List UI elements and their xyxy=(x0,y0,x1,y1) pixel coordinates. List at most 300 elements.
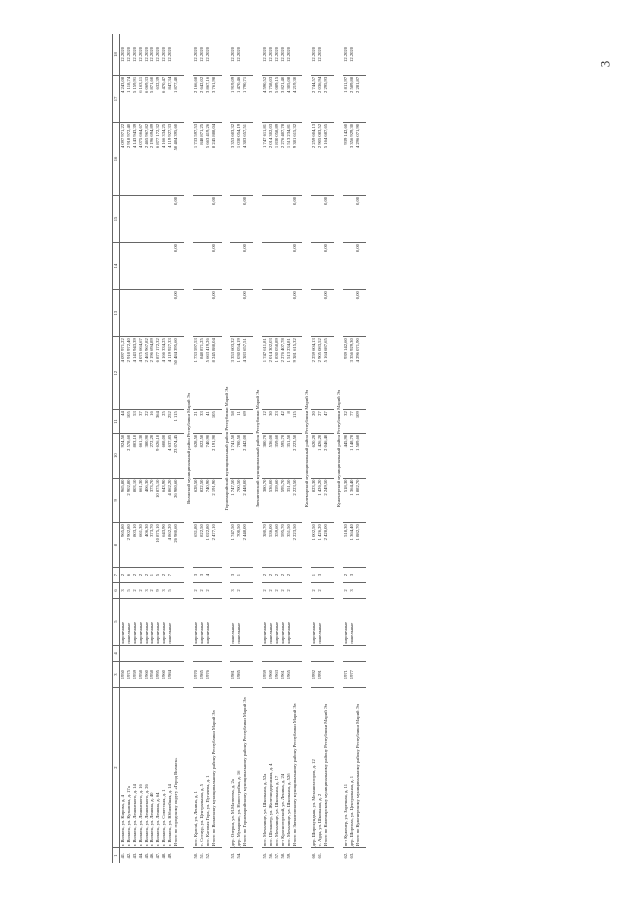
address-cell: пос. Шелангер, ул. Железнодорожная, д. 4 xyxy=(268,688,274,848)
table-cell: 1975 xyxy=(126,662,132,688)
table-cell: 12.2020 xyxy=(311,34,317,75)
table-cell: 2 276 407,78 xyxy=(280,122,286,195)
section-heading-row xyxy=(302,34,311,863)
total-label-cell: Итого по Волжскому муниципальному району Республики Марий Эл xyxy=(211,688,219,848)
column-number-header: 5 xyxy=(113,598,120,645)
table-cell: 12.2020 xyxy=(343,34,349,75)
table-cell: 109 xyxy=(355,410,363,434)
table-cell: 1981 xyxy=(230,662,236,688)
table-cell: 1976 xyxy=(205,662,211,688)
table-cell: 3 xyxy=(349,567,355,582)
table-cell xyxy=(173,583,181,598)
table-cell: 2 xyxy=(268,583,274,598)
column-number-header: 10 xyxy=(113,433,120,478)
table-cell xyxy=(292,848,300,863)
table-cell: 803,10 xyxy=(132,433,138,478)
table-cell: 2 014 302,03 xyxy=(268,122,274,195)
table-cell: 2 166,68 xyxy=(193,75,199,122)
table-cell: 8 xyxy=(286,410,292,434)
section-heading: Горномарийский муниципальный район Республики Марий Эл xyxy=(223,386,229,511)
table-cell: 12.2020 xyxy=(262,34,268,75)
table-cell: 12.2020 xyxy=(132,34,138,75)
table-cell: 2 295,93 xyxy=(323,75,331,122)
table-cell: кирпичные xyxy=(119,598,125,645)
table-cell: 0,00 xyxy=(211,195,219,242)
table-cell: 1 030 054,19 xyxy=(236,337,242,410)
table-cell: кирпичные xyxy=(311,598,317,645)
table-cell: 5 089,15 xyxy=(274,75,280,122)
table-cell xyxy=(323,662,331,688)
table-cell: 0,00 xyxy=(173,243,181,290)
table-cell: 2 014 302,03 xyxy=(268,337,274,410)
table-cell: 2 428,00 xyxy=(323,523,331,568)
table-cell: 1 882,70 xyxy=(355,478,363,523)
table-cell: 42 xyxy=(280,410,286,434)
table-cell: 848 871,25 xyxy=(199,337,205,410)
table-cell: 620,20 xyxy=(311,433,317,478)
table-cell: 700,50 xyxy=(236,523,242,568)
table-cell: 1 882,70 xyxy=(355,523,363,568)
table-cell: 26 980,60 xyxy=(173,478,181,523)
address-cell: дер. Шорсола, ул. Центральная, д. 1 xyxy=(349,688,355,848)
section-heading: Волжский муниципальный район Республики Марий Эл xyxy=(185,393,191,504)
table-cell: 12 xyxy=(262,410,268,434)
table-cell: 50 484 395,60 xyxy=(173,337,181,410)
table-cell: 740,90 xyxy=(205,478,211,523)
table-cell: 2 223,50 xyxy=(292,433,300,478)
table-cell: 380,70 xyxy=(262,478,268,523)
table-cell: 1 747 611,81 xyxy=(262,337,268,410)
column-number-header: 7 xyxy=(113,567,120,582)
address-cell: пос. Краснi, ул. Ленина, д. 1 xyxy=(193,688,199,848)
table-cell: 1 xyxy=(311,567,317,582)
table-cell: 20 xyxy=(311,410,317,434)
table-cell: 939 142,60 xyxy=(343,122,349,195)
table-cell: 12.2020 xyxy=(349,34,355,75)
table-cell: 1 022,80 xyxy=(205,523,211,568)
table-cell: 1 470,46 xyxy=(236,75,242,122)
table-cell: 1 148,70 xyxy=(349,433,355,478)
table-cell: 1 830 058,89 xyxy=(274,337,280,410)
table-cell: 9 381 615,32 xyxy=(292,337,300,410)
table-cell: 4 097 971,22 xyxy=(119,122,125,195)
table-cell xyxy=(292,662,300,688)
table-cell: 0,00 xyxy=(323,195,331,242)
table-cell: 77 xyxy=(349,410,355,434)
table-cell: 2 918 972,40 xyxy=(126,122,132,195)
total-row xyxy=(355,34,363,863)
table-cell: 0,00 xyxy=(211,290,219,337)
table-cell: 12.2020 xyxy=(161,34,167,75)
address-cell: пгт Куженер, ул. Заречная, д. 11 xyxy=(343,688,349,848)
address-cell: пос. Мочалище, ул. Школьная, д. 52а xyxy=(262,688,268,848)
table-cell: 0,00 xyxy=(292,243,300,290)
table-cell xyxy=(242,567,250,582)
table-cell: 848 871,25 xyxy=(199,122,205,195)
table-cell xyxy=(242,662,250,688)
table-cell: 3 xyxy=(199,567,205,582)
table-cell: 4 637,85 xyxy=(167,433,173,478)
table-cell: 2 xyxy=(144,567,150,582)
table-cell: 4 097 971,22 xyxy=(119,337,125,410)
table-cell: 16 xyxy=(149,410,155,434)
table-cell: 2 196 694,89 xyxy=(149,122,155,195)
table-cell: кирпичные xyxy=(155,598,161,645)
table-cell: 2 902,80 xyxy=(126,478,132,523)
table-cell: 631,80 xyxy=(193,523,199,568)
table-cell: 6 069,33 xyxy=(144,75,150,122)
table-cell: 1 830 058,89 xyxy=(274,122,280,195)
table-cell: 1 747,50 xyxy=(230,523,236,568)
table-cell xyxy=(242,34,250,75)
table-cell: 105 xyxy=(211,410,219,434)
table-cell: 22 xyxy=(144,410,150,434)
address-cell: г. Волжск, ул. Ленинского, д. 14 xyxy=(132,688,138,848)
table-cell: 822,50 xyxy=(199,523,205,568)
address-cell: г. Волжск, ул. Кирова, д. 4 xyxy=(119,688,125,848)
table-cell: 823,30 xyxy=(311,478,317,523)
table-cell: 5 xyxy=(155,567,161,582)
table-cell: 643,90 xyxy=(161,478,167,523)
table-cell: 0,00 xyxy=(292,195,300,242)
table-cell xyxy=(355,34,363,75)
table-cell: 3 758,03 xyxy=(268,75,274,122)
table-cell: 1959 xyxy=(132,662,138,688)
table-cell: 0,00 xyxy=(173,195,181,242)
table-cell: кирпичные xyxy=(205,598,211,645)
table-cell: 3 867,16 xyxy=(205,75,211,122)
table-cell xyxy=(323,848,331,863)
table-cell: 2 xyxy=(286,583,292,598)
table-cell: 445,90 xyxy=(343,433,349,478)
column-number-header: 17 xyxy=(113,75,120,122)
table-cell: 1960 xyxy=(161,662,167,688)
table-cell: 1 733 597,53 xyxy=(193,122,199,195)
table-header-row xyxy=(113,34,120,863)
table-cell: 2 249,50 xyxy=(323,478,331,523)
table-cell xyxy=(211,662,219,688)
table-cell: кирпичные xyxy=(280,598,286,645)
table-cell: 2 918 972,40 xyxy=(126,337,132,410)
table-cell xyxy=(292,645,300,661)
table-cell: 0,00 xyxy=(292,290,300,337)
table-cell: 351,50 xyxy=(286,433,292,478)
table-cell: 536,00 xyxy=(268,523,274,568)
table-cell: 965,80 xyxy=(119,478,125,523)
table-cell: 56. xyxy=(267,852,273,859)
table-cell: 1 919,09 xyxy=(230,75,236,122)
table-cell: 847,34 xyxy=(167,75,173,122)
table-cell: 2 xyxy=(311,583,317,598)
table-cell: 0,00 xyxy=(211,243,219,290)
table-cell: 1 115 xyxy=(173,410,181,434)
column-number-header: 9 xyxy=(113,478,120,523)
table-cell: 50. xyxy=(192,852,198,859)
table-cell: 1 426,20 xyxy=(317,478,323,523)
table-cell: 406,30 xyxy=(144,523,150,568)
table-cell: 59. xyxy=(285,852,291,859)
table-cell: 2 477,10 xyxy=(211,523,219,568)
address-cell: г. Волжск, ул. Ленина, д. 64 xyxy=(155,688,161,848)
table-cell: 4 862,20 xyxy=(167,478,173,523)
table-cell: 5 164 687,65 xyxy=(323,337,331,410)
total-label-cell: Итого по Килемарскому муниципальному району Республики Марий Эл xyxy=(323,688,331,848)
table-cell: 2 276 407,78 xyxy=(280,337,286,410)
table-cell: 2 xyxy=(199,583,205,598)
table-cell: 105 xyxy=(126,410,132,434)
table-cell: 2 xyxy=(132,567,138,582)
table-cell: 21 xyxy=(193,410,199,434)
table-cell: 965,80 xyxy=(119,523,125,568)
table-cell: 3 xyxy=(193,567,199,582)
table-cell: 55. xyxy=(262,852,268,859)
table-cell xyxy=(242,598,250,645)
table-cell: 4 143 943,39 xyxy=(132,337,138,410)
table-cell: 1 877,40 xyxy=(173,75,181,122)
table-cell: 12.2020 xyxy=(280,34,286,75)
section-heading-row xyxy=(334,34,343,863)
table-cell: 41 xyxy=(205,410,211,434)
table-cell: кирпичные xyxy=(149,598,155,645)
table-cell: 2 xyxy=(280,583,286,598)
address-cell: г. Волжск, ул. Ленинского, д. 26 xyxy=(144,688,150,848)
table-cell xyxy=(173,645,181,661)
table-cell: 3 xyxy=(349,583,355,598)
table-cell xyxy=(355,848,363,863)
table-cell: 48. xyxy=(161,852,167,859)
table-cell xyxy=(323,598,331,645)
table-cell xyxy=(211,34,219,75)
table-cell: 4 590,52 xyxy=(262,75,268,122)
table-cell: 1958 xyxy=(149,662,155,688)
column-number-header: 12 xyxy=(113,337,120,410)
table-cell: 628,50 xyxy=(193,478,199,523)
table-cell: 4 219,30 xyxy=(292,75,300,122)
table-cell: 1 118,74 xyxy=(126,75,132,122)
table-cell: 1977 xyxy=(349,662,355,688)
table-cell: 6 470,47 xyxy=(161,75,167,122)
table-cell: 0,00 xyxy=(323,290,331,337)
address-cell: г. Волжск, ул. Кузьмина, д. 17а xyxy=(126,688,132,848)
total-label-cell: Итого по Горномарийскому муниципальному району Республики Марий Эл xyxy=(242,688,250,848)
table-cell: 2 281,87 xyxy=(355,75,363,122)
table-cell: 406,30 xyxy=(144,478,150,523)
table-cell: 2 xyxy=(119,567,125,582)
table-cell: 6 877 172,32 xyxy=(155,122,161,195)
table-cell: 2 xyxy=(317,583,323,598)
table-cell: 822,50 xyxy=(199,478,205,523)
table-cell: 58 xyxy=(230,410,236,434)
table-cell: 822,50 xyxy=(199,433,205,478)
table-cell: кирпичные xyxy=(161,598,167,645)
table-cell: 3 xyxy=(119,583,125,598)
table-cell: 1 002,50 xyxy=(311,523,317,568)
table-cell: кирпичные xyxy=(199,598,205,645)
table-cell: 46. xyxy=(149,852,155,859)
table-cell: 2 259 604,13 xyxy=(311,122,317,195)
table-cell: 12.2020 xyxy=(274,34,280,75)
table-cell: 43. xyxy=(131,852,137,859)
table-cell: 536,00 xyxy=(268,478,274,523)
table-cell: 272,20 xyxy=(149,433,155,478)
table-cell xyxy=(355,567,363,582)
table-cell: 8 245 888,04 xyxy=(211,337,219,410)
table-cell: 1970 xyxy=(193,662,199,688)
table-cell: 10 875,10 xyxy=(155,478,161,523)
table-cell: 12.2020 xyxy=(236,34,242,75)
table-cell: 45. xyxy=(143,852,149,859)
table-cell: 5 159,91 xyxy=(132,75,138,122)
table-cell: 8 245 888,04 xyxy=(211,122,219,195)
table-cell xyxy=(173,598,181,645)
column-number-header: 3 xyxy=(113,662,120,688)
table-cell: 4 305,08 xyxy=(286,75,292,122)
table-cell: 0,00 xyxy=(173,290,181,337)
table-cell xyxy=(355,583,363,598)
table-cell: 1 811,97 xyxy=(343,75,349,122)
table-cell: 69 xyxy=(242,410,250,434)
table-cell: 1992 xyxy=(311,662,317,688)
address-cell: пос. Мочалище, ул. Школьная, д. 52б xyxy=(286,688,292,848)
table-cell xyxy=(355,662,363,688)
table-cell: 2 744,57 xyxy=(311,75,317,122)
table-cell: 1 513 234,81 xyxy=(286,122,292,195)
table-cell: 12.2020 xyxy=(205,34,211,75)
table-cell: 364 xyxy=(155,410,161,434)
table-cell: 2 xyxy=(149,583,155,598)
table-cell: 351,50 xyxy=(286,523,292,568)
table-cell: 2 xyxy=(280,567,286,582)
table-cell: 2 xyxy=(262,567,268,582)
total-row xyxy=(211,34,219,863)
table-cell: 0,00 xyxy=(355,290,363,337)
column-number-header: 8 xyxy=(113,523,120,568)
table-cell: 1 790,71 xyxy=(242,75,250,122)
table-cell: 37 xyxy=(138,410,144,434)
table-cell: 11 xyxy=(236,410,242,434)
section-heading: Куженерский муниципальный район Республики Марий Эл xyxy=(336,390,342,507)
table-cell: 41. xyxy=(119,852,125,859)
table-cell: 1985 xyxy=(236,662,242,688)
table-cell: 3 356 929,30 xyxy=(349,337,355,410)
table-cell xyxy=(292,583,300,598)
address-cell: г. Волжск, ул. Ленинского, д. 16 xyxy=(138,688,144,848)
table-cell: 1 747 611,81 xyxy=(262,122,268,195)
table-cell: 595,70 xyxy=(280,523,286,568)
table-cell: 643,90 xyxy=(161,523,167,568)
table-cell: 2 905 083,52 xyxy=(317,122,323,195)
column-number-header: 13 xyxy=(113,290,120,337)
table-cell: 1 xyxy=(149,567,155,582)
table-cell: 6 163,11 xyxy=(138,75,144,122)
table-cell: 1959 xyxy=(262,662,268,688)
address-cell: г. Волжск, ул. Советская, д. 1 xyxy=(161,688,167,848)
table-cell: 2 xyxy=(132,583,138,598)
table-cell: 23 xyxy=(274,410,280,434)
table-cell: 536,00 xyxy=(268,433,274,478)
column-number-header: 1 xyxy=(113,848,120,863)
table-cell: 12.2020 xyxy=(230,34,236,75)
table-cell: 1 364,40 xyxy=(349,523,355,568)
table-cell: 700,50 xyxy=(236,478,242,523)
total-row xyxy=(323,34,331,863)
table-cell xyxy=(355,598,363,645)
table-cell: 60. xyxy=(311,852,317,859)
table-cell: 2 xyxy=(138,583,144,598)
table-cell: 2 xyxy=(343,567,349,582)
table-cell: 1985 xyxy=(199,662,205,688)
table-cell xyxy=(211,583,219,598)
table-cell: 62. xyxy=(343,852,348,859)
table-cell: 380,70 xyxy=(262,433,268,478)
table-cell: 2 xyxy=(205,583,211,598)
table-cell xyxy=(323,583,331,598)
table-cell: 44. xyxy=(137,852,143,859)
table-cell: 1 030 054,19 xyxy=(236,122,242,195)
table-cell: 2 589,88 xyxy=(349,75,355,122)
table-cell: 2 642,02 xyxy=(199,75,205,122)
table-cell: 2 xyxy=(268,567,274,582)
table-cell: 2 xyxy=(236,583,242,598)
table-cell: кирпичные xyxy=(286,598,292,645)
column-number-header: 11 xyxy=(113,410,120,434)
table-cell: 518,30 xyxy=(343,478,349,523)
table-cell: 51. xyxy=(198,852,204,859)
table-cell: 1 xyxy=(236,567,242,582)
table-cell xyxy=(242,645,250,661)
table-cell: 2 448,00 xyxy=(242,478,250,523)
table-cell: 4 296 071,90 xyxy=(355,337,363,410)
column-number-header: 15 xyxy=(113,195,120,242)
table-cell: 52. xyxy=(204,852,210,859)
table-cell: 359,60 xyxy=(274,523,280,568)
table-cell: 3 xyxy=(161,583,167,598)
table-cell: 4 xyxy=(205,567,211,582)
table-cell: 2 902,80 xyxy=(126,523,132,568)
table-cell: 1991 xyxy=(317,662,323,688)
table-cell: 1 426,20 xyxy=(317,523,323,568)
table-cell: 359,60 xyxy=(274,478,280,523)
table-cell: 5 663 419,26 xyxy=(205,337,211,410)
table-cell: 1971 xyxy=(343,662,349,688)
table-cell: 4 166 334,25 xyxy=(161,122,167,195)
table-cell: кирпичные xyxy=(193,598,199,645)
table-cell: 2 448,00 xyxy=(242,523,250,568)
table-cell: 2 905 083,52 xyxy=(317,337,323,410)
table-cell: 61. xyxy=(317,852,323,859)
column-number-header: 6 xyxy=(113,583,120,598)
table-cell: 63. xyxy=(348,852,354,859)
table-cell: 4 143 943,39 xyxy=(132,122,138,195)
table-cell: 628,50 xyxy=(193,433,199,478)
table-cell: 12.2020 xyxy=(144,34,150,75)
table-cell: кирпичные xyxy=(343,598,349,645)
table-cell: 252 xyxy=(167,410,173,434)
table-cell xyxy=(323,645,331,661)
address-cell: дер. Озерки, ул. М.Матвеева, д. 2а xyxy=(230,688,236,848)
table-cell: 3 356 929,30 xyxy=(349,122,355,195)
table-cell xyxy=(242,848,250,863)
table-cell: 1 733 597,53 xyxy=(193,337,199,410)
table-cell: 2 046,40 xyxy=(323,433,331,478)
table-cell: 632,39 xyxy=(155,75,161,122)
table-cell: 700,50 xyxy=(236,433,242,478)
table-cell xyxy=(173,34,181,75)
table-cell: 373,70 xyxy=(149,523,155,568)
table-cell: 1960 xyxy=(144,662,150,688)
table-cell: 518,30 xyxy=(343,523,349,568)
table-cell: 803,10 xyxy=(132,478,138,523)
